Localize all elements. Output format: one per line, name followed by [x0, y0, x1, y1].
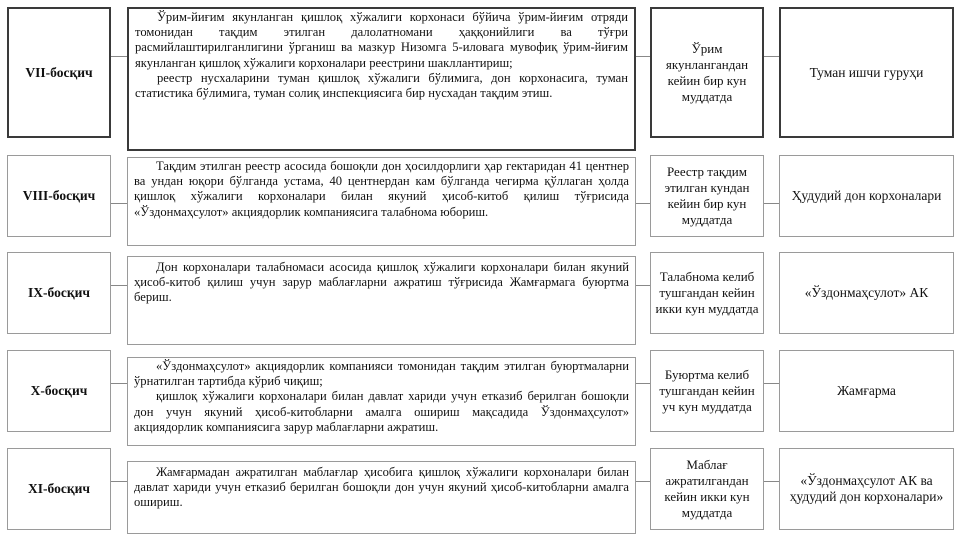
- stage-label: VII-босқич: [25, 64, 93, 80]
- connector-line: [111, 285, 127, 286]
- description-paragraph: Дон корхоналари талабномаси асосида қишлоқ хўжалиги корхоналари билан якуний ҳисоб-китоб қилиш учун зарур маблағларни ажратиш тўғрисида Жамғармага буюртма бериш.: [134, 260, 629, 305]
- deadline-text: Талабнома келиб тушгандан кейин икки кун муддатда: [655, 269, 759, 316]
- responsible-box: [779, 155, 954, 237]
- responsible-box: [779, 448, 954, 530]
- deadline-text: Маблағ ажратилгандан кейин икки кун муддатда: [664, 457, 750, 520]
- description-paragraph: реестр нусхаларини туман қишлоқ хўжалиги бўлимига, дон корхонасига, туман статистика бўлимига, туман солиқ инспекциясига бир нусхадан тақдим этиш.: [135, 70, 628, 101]
- description-paragraph: Ўрим-йиғим якунланган қишлоқ хўжалиги корхонаси бўйича ўрим-йиғим отряди томонидан тақдим этилган далолатномани ҳаққонийлиги ва тўғри расмийлаштирилганлигини ўрганиш ва мазкур Низомга 5-иловага мувофиқ ўрим-йиғим якунланган қишлоқ хўжалиги корхоналари реестрини шакллантириш;: [135, 10, 628, 70]
- responsible-text: «Ўздонмаҳсулот АК ва ҳудудий дон корхоналари»: [789, 473, 944, 504]
- stage-label: IX-босқич: [28, 285, 90, 300]
- stage-description: [127, 357, 636, 446]
- stage-label-box: [7, 155, 111, 237]
- deadline-text: Буюртма келиб тушгандан кейин уч кун муддатда: [659, 367, 755, 414]
- connector-line: [111, 481, 127, 482]
- deadline-text: Реестр тақдим этилган кундан кейин бир кун муддатда: [664, 164, 750, 227]
- description-paragraph: Жамғармадан ажратилган маблағлар ҳисобига қишлоқ хўжалиги корхоналари билан давлат хариди учун етказиб берилган бошоқли дон учун якуний ҳисоб-китобларни амалга ошириш.: [134, 465, 629, 510]
- stage-label: X-босқич: [30, 383, 88, 398]
- stage-label: XI-босқич: [28, 481, 90, 496]
- stage-label: VIII-босқич: [22, 188, 96, 203]
- responsible-box: [779, 7, 954, 138]
- responsible-text: Ҳудудий дон корхоналари: [791, 188, 942, 203]
- connector-line: [111, 56, 127, 57]
- responsible-box: [779, 350, 954, 432]
- deadline-box: [650, 252, 764, 334]
- responsible-box: [779, 252, 954, 334]
- description-paragraph: «Ўздонмаҳсулот» акциядорлик компанияси томонидан тақдим этилган буюртмаларни ўрнатилган тартибда кўриб чиқиш;: [134, 359, 629, 389]
- stage-description: [127, 256, 636, 345]
- deadline-box: [650, 7, 764, 138]
- connector-line: [111, 383, 127, 384]
- connector-line: [764, 481, 779, 482]
- stage-description: [127, 157, 636, 246]
- connector-line: [636, 285, 650, 286]
- connector-line: [636, 203, 650, 204]
- connector-line: [636, 481, 650, 482]
- connector-line: [764, 203, 779, 204]
- description-paragraph: қишлоқ хўжалиги корхоналари билан давлат хариди учун етказиб берилган бошоқли дон учун якуний ҳисоб-китобларни амалга ошириш мақсадида Ўздонмаҳсулот» акциядорлик компаниясига зарур маблағларни ажратиш.: [134, 389, 629, 434]
- deadline-box: [650, 350, 764, 432]
- responsible-text: Туман ишчи гуруҳи: [809, 64, 924, 80]
- connector-line: [111, 203, 127, 204]
- stage-label-box: [7, 350, 111, 432]
- stage-label-box: [7, 448, 111, 530]
- deadline-text: Ўрим якунлангандан кейин бир кун муддатда: [665, 40, 749, 104]
- deadline-box: [650, 155, 764, 237]
- responsible-text: Жамғарма: [837, 383, 896, 398]
- connector-line: [636, 56, 650, 57]
- stage-label-box: [7, 7, 111, 138]
- responsible-text: «Ўздонмаҳсулот» АК: [804, 285, 929, 300]
- stage-label-box: [7, 252, 111, 334]
- stage-description: [127, 461, 636, 534]
- deadline-box: [650, 448, 764, 530]
- connector-line: [764, 383, 779, 384]
- connector-line: [636, 383, 650, 384]
- stage-description: [127, 7, 636, 151]
- description-paragraph: Тақдим этилган реестр асосида бошоқли дон ҳосилдорлиги ҳар гектаридан 41 центнер ва ундан юқори бўлганда устама, 40 центнердан кам бўлганда чегирма қўллаган ҳолда қишлоқ хўжалиги корхоналари билан якуний ҳисоб-китоб қилиш тўғрисида «Ўздонмаҳсулот» акциядорлик компаниясига талабнома юбориш.: [134, 159, 629, 219]
- connector-line: [764, 56, 779, 57]
